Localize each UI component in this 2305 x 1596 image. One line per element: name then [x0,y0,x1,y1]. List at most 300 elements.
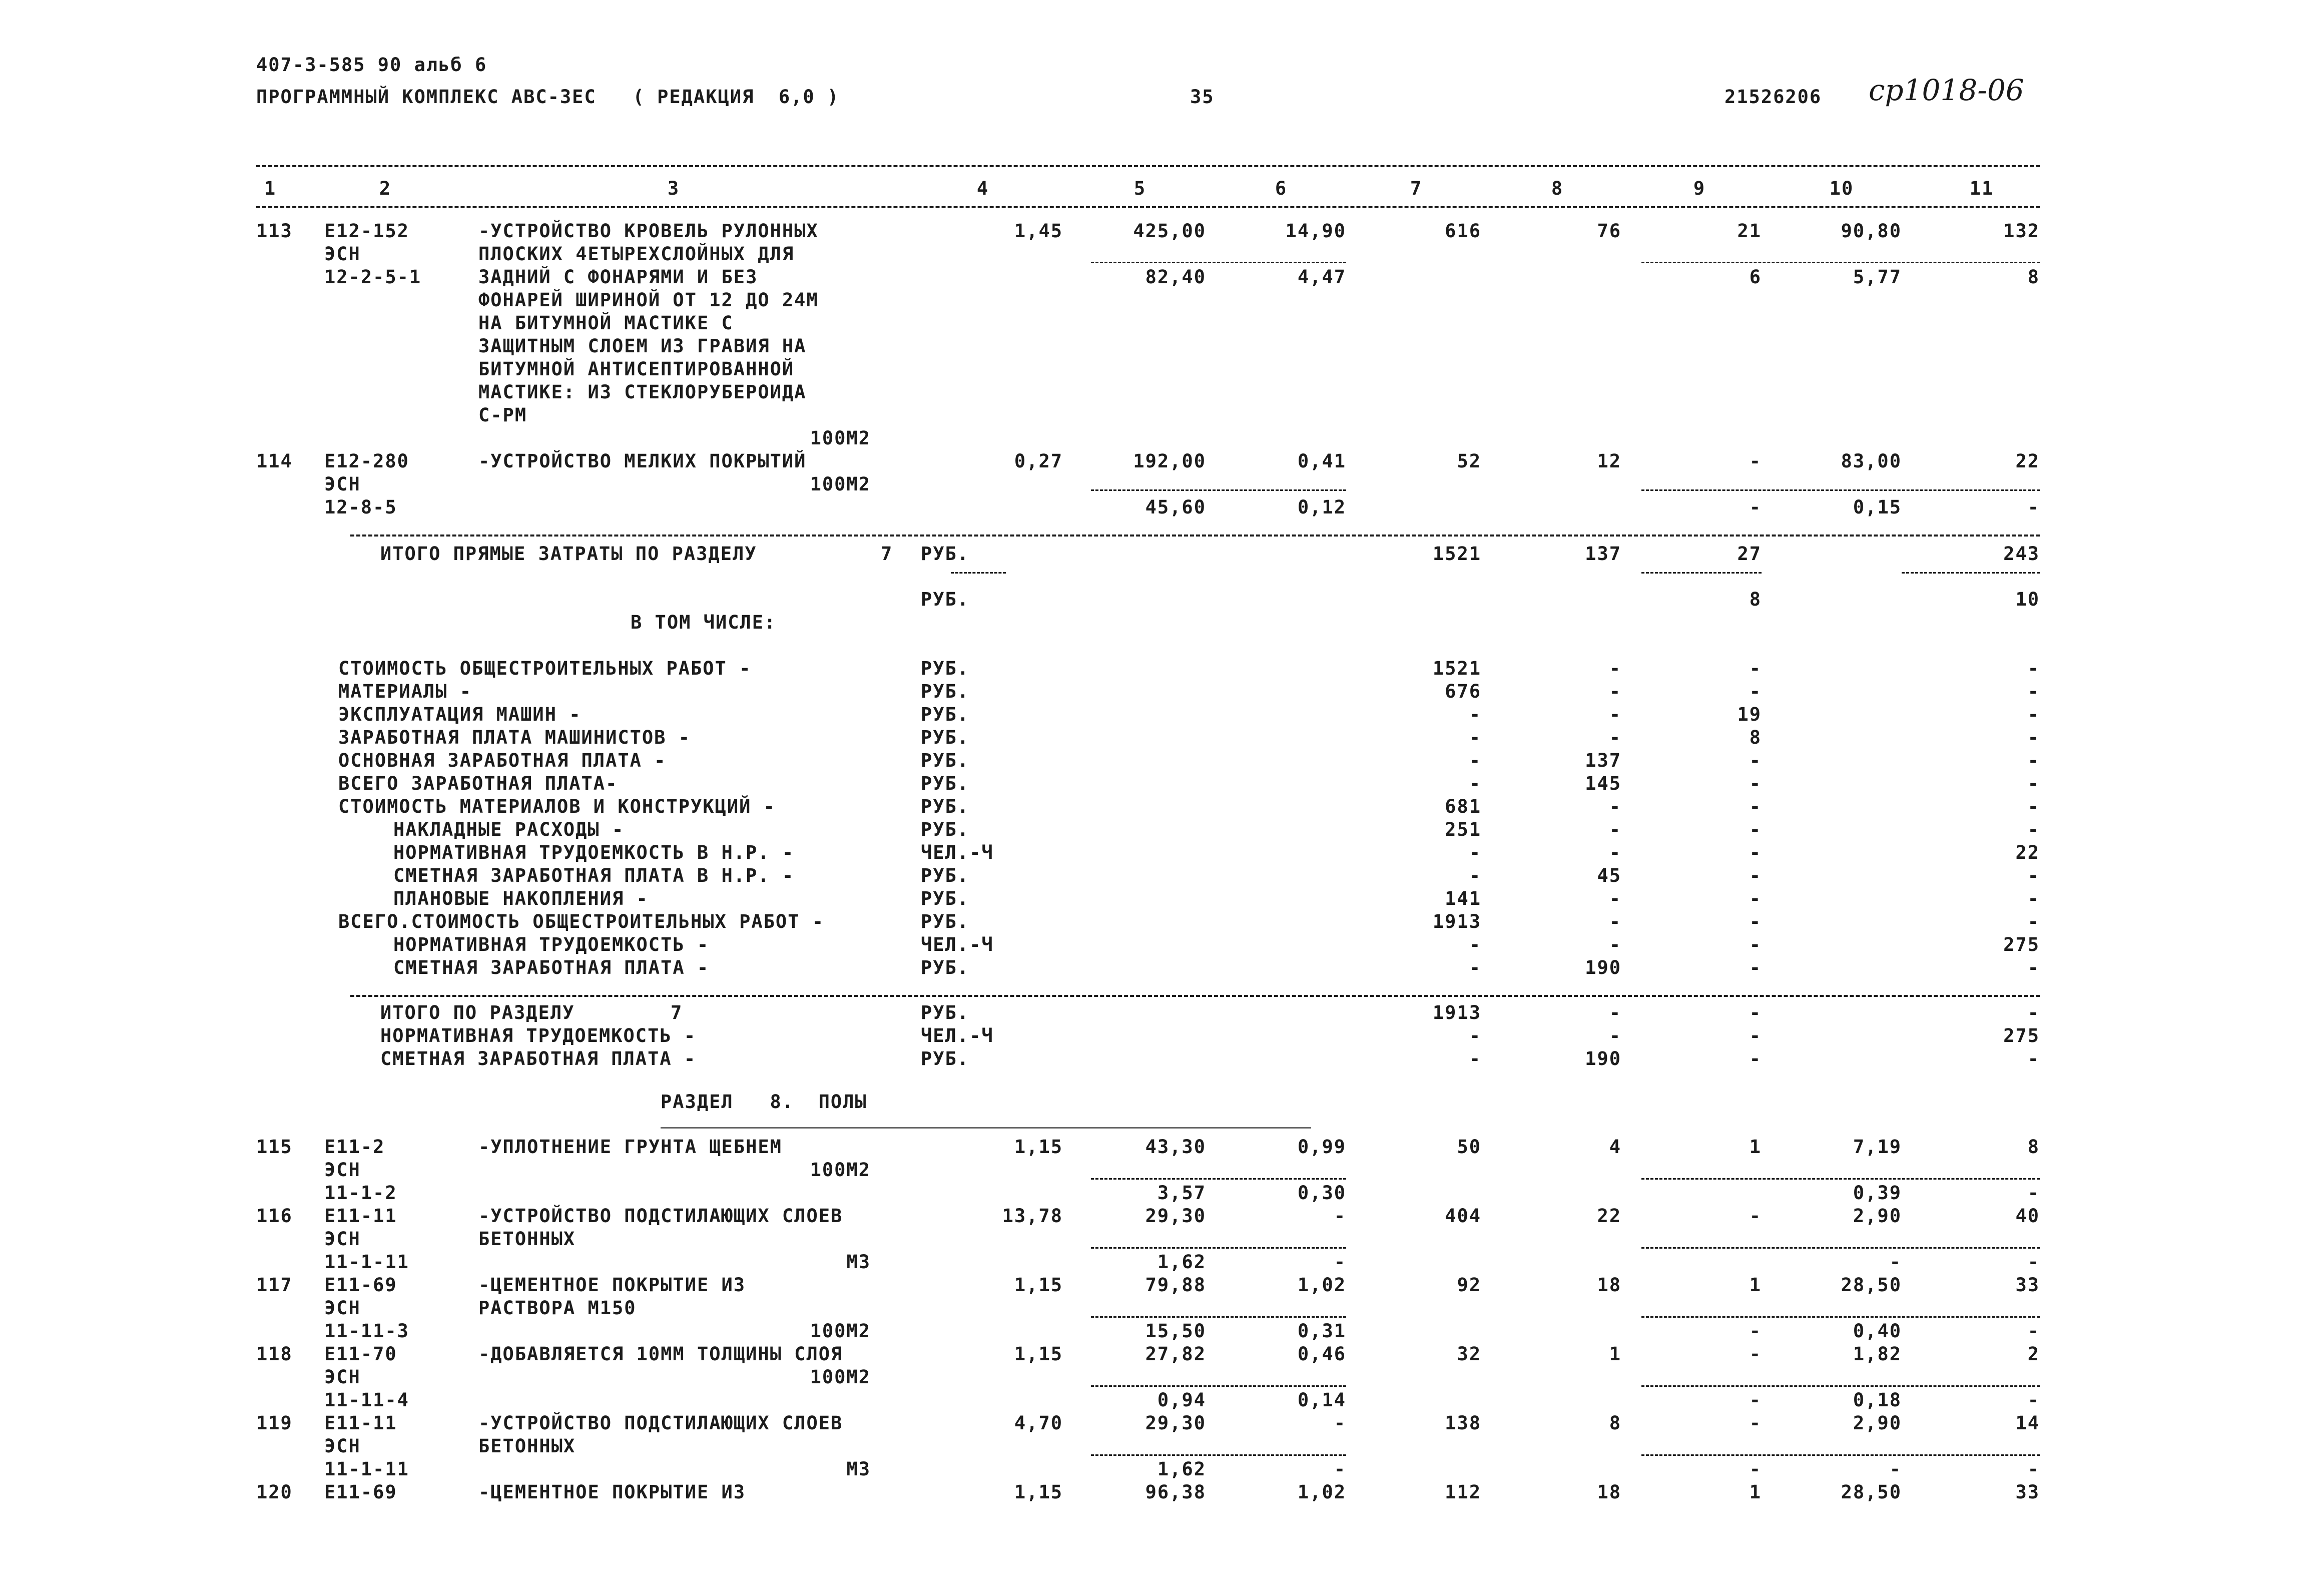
cell-desc: БЕТОННЫХ [478,1228,576,1250]
cell-c6: 4,47 [1297,266,1346,288]
cell-c6: 0,41 [1297,450,1346,472]
cell-c8: - [1609,1002,1621,1023]
cell-c10: 28,50 [1841,1274,1902,1296]
cell-c9: - [1749,1389,1762,1411]
cell-code: Е11-69 [324,1274,397,1296]
cell-c11: - [2027,1458,2040,1480]
cell-n: 120 [256,1481,293,1503]
cell-c11: 40 [2015,1205,2040,1227]
table-rule [1641,262,2040,263]
cell-c7: - [1469,842,1481,863]
program-title: ПРОГРАММНЫЙ КОМПЛЕКС АВС-3ЕС ( РЕДАКЦИЯ 6,0 ) [256,86,840,108]
cell-c7: 112 [1445,1481,1481,1503]
cell-c6: 0,99 [1297,1136,1346,1158]
cell-c4: 1,15 [1014,1136,1063,1158]
cell-c4: 1,15 [1014,1343,1063,1365]
cell-u: ЧЕЛ.-Ч [921,1025,994,1046]
cell-c9: - [1749,496,1762,518]
cell-unit: 100М2 [810,473,871,495]
cell-c7: 32 [1457,1343,1481,1365]
cell-code: ЭСН [324,1366,361,1388]
table-rule [1641,1385,2040,1387]
cell-c5: 1,62 [1157,1458,1206,1480]
cell-c5: 29,30 [1145,1412,1206,1434]
cell-c8: - [1609,727,1621,748]
cell-item: ВСЕГО.СТОИМОСТЬ ОБЩЕСТРОИТЕЛЬНЫХ РАБОТ - [338,911,825,932]
cell-c7: 616 [1445,220,1481,242]
cell-c9: - [1749,681,1762,702]
cell-u: РУБ. [921,1002,970,1023]
cell-desc: С-РМ [478,404,527,426]
cell-u: РУБ. [921,796,970,817]
cell-c11: - [2027,796,2040,817]
cell-c8: - [1609,681,1621,702]
cell-c9: - [1749,1048,1762,1070]
cell-u: РУБ. [921,750,970,771]
cell-code: 12-2-5-1 [324,266,422,288]
cell-c8: - [1609,934,1621,955]
column-header: 7 [1410,178,1423,199]
cell-u: РУБ. [921,865,970,886]
table-rule [1641,1178,2040,1180]
cell-c9: 1 [1749,1274,1762,1296]
cell-desc: -ДОБАВЛЯЕТСЯ 10ММ ТОЛЩИНЫ СЛОЯ [478,1343,843,1365]
cell-c8: 8 [1609,1412,1621,1434]
cell-n: 117 [256,1274,293,1296]
cell-c11: 2 [2027,1343,2040,1365]
cell-c5: 3,57 [1157,1182,1206,1204]
cell-c9: - [1749,911,1762,932]
cell-c8: 12 [1597,450,1621,472]
cell-c7: 676 [1445,681,1481,702]
cell-c9: - [1749,450,1762,472]
cell-desc: НА БИТУМНОЙ МАСТИКЕ С [478,312,734,334]
cell-c4: 1,15 [1014,1481,1063,1503]
cell-c5: 27,82 [1145,1343,1206,1365]
table-rule [1091,489,1346,491]
cell-item: ОСНОВНАЯ ЗАРАБОТНАЯ ПЛАТА - [338,750,667,771]
cell-c8: 1 [1609,1343,1621,1365]
cell-c6: 0,12 [1297,496,1346,518]
page-number: 35 [1190,86,1215,108]
cell-c7: 681 [1445,796,1481,817]
cell-code: ЭСН [324,1435,361,1457]
cell-c8: - [1609,911,1621,932]
table-rule [1091,1316,1346,1318]
cell-desc: -УСТРОЙСТВО МЕЛКИХ ПОКРЫТИЙ [478,450,807,472]
cell-item: ЗАРАБОТНАЯ ПЛАТА МАШИНИСТОВ - [338,727,691,748]
cell-c11: - [2027,750,2040,771]
cell-c7: - [1469,934,1481,955]
cell-c10: 0,40 [1853,1320,1902,1342]
cell-c5: 43,30 [1145,1136,1206,1158]
cell-c8: 22 [1597,1205,1621,1227]
cell-c9: - [1749,750,1762,771]
column-header: 8 [1551,178,1564,199]
cell-c8: 76 [1597,220,1621,242]
cell-code: Е11-11 [324,1205,397,1227]
cell-item2: НАКЛАДНЫЕ РАСХОДЫ - [393,819,625,840]
cell-c10: 0,18 [1853,1389,1902,1411]
cell-c11: - [2027,1048,2040,1070]
cell-desc: -УПЛОТНЕНИЕ ГРУНТА ЩЕБНЕМ [478,1136,782,1158]
cell-c9: - [1749,842,1762,863]
cell-section: РАЗДЕЛ 8. ПОЛЫ [661,1091,867,1113]
cell-item2: НОРМАТИВНАЯ ТРУДОЕМКОСТЬ В Н.Р. - [393,842,795,863]
cell-unit: 100М2 [810,427,871,449]
cell-c7: - [1469,773,1481,794]
cell-c11: 275 [2003,1025,2040,1046]
cell-u: РУБ. [921,658,970,679]
cell-summary: СМЕТНАЯ ЗАРАБОТНАЯ ПЛАТА - [380,1048,697,1070]
cell-c11: - [2027,1389,2040,1411]
cell-c10: - [1889,1458,1902,1480]
cell-c9: - [1749,1002,1762,1023]
cell-c6: 1,02 [1297,1481,1346,1503]
cell-u: РУБ. [921,1048,970,1070]
cell-c11: 8 [2027,1136,2040,1158]
cell-c9: - [1749,1320,1762,1342]
cell-c7: - [1469,1048,1481,1070]
cell-c4: 13,78 [1002,1205,1063,1227]
cell-c8: 190 [1585,1048,1621,1070]
table-rule [1641,572,1762,574]
cell-c8: 137 [1585,543,1621,565]
table-rule [661,1127,1311,1132]
cell-c4: 0,27 [1014,450,1063,472]
cell-code: ЭСН [324,243,361,265]
cell-u: РУБ. [921,681,970,702]
doc-code: 407-3-585 90 альб 6 [256,54,487,76]
cell-c11: 33 [2015,1274,2040,1296]
cell-c11: - [2027,957,2040,978]
table-rule [951,572,1006,574]
cell-c11: - [2027,888,2040,909]
cell-c6: - [1334,1458,1346,1480]
cell-c7: 52 [1457,450,1481,472]
column-header: 9 [1693,178,1706,199]
cell-c4: 1,15 [1014,1274,1063,1296]
cell-c10: 5,77 [1853,266,1902,288]
cell-u: ЧЕЛ.-Ч [921,842,994,863]
cell-unit: 100М2 [810,1366,871,1388]
cell-c5: 0,94 [1157,1389,1206,1411]
cell-desc: -УСТРОЙСТВО ПОДСТИЛАЮЩИХ СЛОЕВ [478,1205,843,1227]
cell-c8: 137 [1585,750,1621,771]
table-rule [350,995,2040,997]
cell-c9: 6 [1749,266,1762,288]
cell-n: 118 [256,1343,293,1365]
cell-item: МАТЕРИАЛЫ - [338,681,472,702]
cell-c11: - [2027,704,2040,725]
cell-code: ЭСН [324,1228,361,1250]
cell-unit: М3 [846,1458,871,1480]
cell-c11: - [2027,727,2040,748]
cell-c8: - [1609,888,1621,909]
cell-code: 11-11-4 [324,1389,409,1411]
cell-c7: 50 [1457,1136,1481,1158]
cell-c9: 8 [1749,589,1762,610]
cell-c6: 0,14 [1297,1389,1346,1411]
cell-c10: 0,39 [1853,1182,1902,1204]
cell-c9: - [1749,1343,1762,1365]
cell-c5: 96,38 [1145,1481,1206,1503]
cell-c11: - [2027,496,2040,518]
cell-desc: ФОНАРЕЙ ШИРИНОЙ ОТ 12 ДО 24М [478,289,819,311]
cell-c8: - [1609,1025,1621,1046]
cell-c6: 0,30 [1297,1182,1346,1204]
column-header: 3 [667,178,680,199]
cell-c5: 15,50 [1145,1320,1206,1342]
cell-c8: 190 [1585,957,1621,978]
cell-u: ЧЕЛ.-Ч [921,934,994,955]
table-rule [1091,1247,1346,1249]
table-rule [1091,1454,1346,1456]
cell-code: 11-1-11 [324,1458,409,1480]
cell-unit: 100М2 [810,1320,871,1342]
cell-c6: - [1334,1412,1346,1434]
cell-item: СТОИМОСТЬ ОБЩЕСТРОИТЕЛЬНЫХ РАБОТ - [338,658,752,679]
cell-u: РУБ. [921,957,970,978]
cell-sec: 7 [881,543,893,565]
cell-c7: - [1469,1025,1481,1046]
cell-c6: - [1334,1251,1346,1273]
cell-n: 116 [256,1205,293,1227]
cell-c9: 27 [1737,543,1762,565]
cell-c10: 1,82 [1853,1343,1902,1365]
cell-code: Е12-280 [324,450,409,472]
cell-c6: 0,31 [1297,1320,1346,1342]
cell-c7: 1521 [1432,658,1481,679]
cell-c7: 251 [1445,819,1481,840]
column-header: 5 [1133,178,1146,199]
cell-c11: 22 [2015,450,2040,472]
cell-c7: 1521 [1432,543,1481,565]
cell-c8: - [1609,704,1621,725]
cell-unit: М3 [846,1251,871,1273]
cell-c5: 425,00 [1133,220,1206,242]
cell-u: РУБ. [921,888,970,909]
cell-c8: - [1609,796,1621,817]
table-rule [1641,1316,2040,1318]
cell-c8: 4 [1609,1136,1621,1158]
cell-c10: 83,00 [1841,450,1902,472]
cell-c10: - [1889,1251,1902,1273]
cell-c11: - [2027,819,2040,840]
handwritten-note: ср1018-06 [1869,73,2024,107]
cell-c6: 1,02 [1297,1274,1346,1296]
cell-c6: 0,46 [1297,1343,1346,1365]
table-rule [1641,1454,2040,1456]
cell-c9: - [1749,1458,1762,1480]
cell-c10: 7,19 [1853,1136,1902,1158]
cell-u: РУБ. [921,773,970,794]
cell-code: Е12-152 [324,220,409,242]
cell-code: ЭСН [324,1159,361,1181]
cell-summary: ИТОГО ПРЯМЫЕ ЗАТРАТЫ ПО РАЗДЕЛУ [380,543,757,565]
cell-incl: В ТОМ ЧИСЛЕ: [631,612,777,633]
table-rule [1091,1178,1346,1180]
cell-desc: -УСТРОЙСТВО ПОДСТИЛАЮЩИХ СЛОЕВ [478,1412,843,1434]
cell-c10: 2,90 [1853,1205,1902,1227]
cell-c11: 10 [2015,589,2040,610]
cell-desc: РАСТВОРА М150 [478,1297,637,1319]
table-rule [1902,572,2040,574]
cell-c7: 92 [1457,1274,1481,1296]
cell-c9: - [1749,957,1762,978]
cell-code: ЭСН [324,1297,361,1319]
cell-n: 115 [256,1136,293,1158]
cell-c9: - [1749,1025,1762,1046]
cell-c7: 141 [1445,888,1481,909]
table-rule [1641,489,2040,491]
cell-code: Е11-2 [324,1136,385,1158]
column-header: 1 [264,178,277,199]
cell-c11: - [2027,1251,2040,1273]
cell-desc: БИТУМНОЙ АНТИСЕПТИРОВАННОЙ [478,358,795,380]
cell-item2: СМЕТНАЯ ЗАРАБОТНАЯ ПЛАТА - [393,957,710,978]
cell-c8: - [1609,842,1621,863]
cell-c8: 18 [1597,1481,1621,1503]
cell-c5: 82,40 [1145,266,1206,288]
table-rule [256,206,2040,208]
cell-c9: - [1749,1205,1762,1227]
cell-c7: - [1469,704,1481,725]
cell-c7: 404 [1445,1205,1481,1227]
cell-item: ВСЕГО ЗАРАБОТНАЯ ПЛАТА- [338,773,618,794]
cell-c11: 22 [2015,842,2040,863]
table-rule [350,535,2040,537]
cell-c6: 14,90 [1285,220,1346,242]
cell-item2: ПЛАНОВЫЕ НАКОПЛЕНИЯ - [393,888,649,909]
cell-c9: 19 [1737,704,1762,725]
cell-c11: - [2027,773,2040,794]
cell-c11: 132 [2003,220,2040,242]
cell-c8: 145 [1585,773,1621,794]
cell-c5: 192,00 [1133,450,1206,472]
cell-c9: - [1749,796,1762,817]
column-header: 10 [1829,178,1854,199]
doc-number: 21526206 [1724,86,1822,108]
cell-sec2: 7 [671,1002,683,1023]
column-header: 6 [1275,178,1288,199]
cell-c11: 14 [2015,1412,2040,1434]
cell-code: ЭСН [324,473,361,495]
cell-summary: НОРМАТИВНАЯ ТРУДОЕМКОСТЬ - [380,1025,697,1046]
cell-code: 11-1-2 [324,1182,397,1204]
cell-desc: ЗАДНИЙ С ФОНАРЯМИ И БЕЗ [478,266,758,288]
cell-desc: -ЦЕМЕНТНОЕ ПОКРЫТИЕ ИЗ [478,1274,746,1296]
cell-summary: ИТОГО ПО РАЗДЕЛУ [380,1002,575,1023]
cell-n: 113 [256,220,293,242]
cell-c7: 1913 [1432,1002,1481,1023]
cell-c10: 0,15 [1853,496,1902,518]
cell-c11: - [2027,1320,2040,1342]
cell-c11: - [2027,911,2040,932]
cell-item: ЭКСПЛУАТАЦИЯ МАШИН - [338,704,582,725]
cell-c9: - [1749,773,1762,794]
cell-c9: 21 [1737,220,1762,242]
cell-c5: 45,60 [1145,496,1206,518]
cell-u: РУБ. [921,589,970,610]
cell-item2: НОРМАТИВНАЯ ТРУДОЕМКОСТЬ - [393,934,710,955]
cell-unit: 100М2 [810,1159,871,1181]
cell-item2: СМЕТНАЯ ЗАРАБОТНАЯ ПЛАТА В Н.Р. - [393,865,795,886]
cell-c11: 243 [2003,543,2040,565]
cell-u: РУБ. [921,727,970,748]
cell-code: 12-8-5 [324,496,397,518]
cell-c10: 28,50 [1841,1481,1902,1503]
cell-u: РУБ. [921,819,970,840]
cell-u: РУБ. [921,704,970,725]
cell-c10: 90,80 [1841,220,1902,242]
cell-c7: - [1469,865,1481,886]
cell-c11: - [2027,1182,2040,1204]
cell-c7: - [1469,750,1481,771]
cell-c9: - [1749,1412,1762,1434]
table-rule [256,165,2040,167]
cell-u: РУБ. [921,543,970,565]
cell-c11: 275 [2003,934,2040,955]
cell-c10: 2,90 [1853,1412,1902,1434]
cell-c9: 1 [1749,1136,1762,1158]
cell-code: Е11-11 [324,1412,397,1434]
cell-c7: 1913 [1432,911,1481,932]
cell-c5: 79,88 [1145,1274,1206,1296]
cell-c5: 29,30 [1145,1205,1206,1227]
cell-desc: ЗАЩИТНЫМ СЛОЕМ ИЗ ГРАВИЯ НА [478,335,807,357]
cell-c8: 18 [1597,1274,1621,1296]
table-rule [1641,1247,2040,1249]
cell-n: 119 [256,1412,293,1434]
cell-c11: - [2027,658,2040,679]
table-rule [1091,1385,1346,1387]
cell-c9: - [1749,888,1762,909]
cell-c11: 33 [2015,1481,2040,1503]
cell-c11: 8 [2027,266,2040,288]
cell-c6: - [1334,1205,1346,1227]
cell-c9: - [1749,819,1762,840]
column-header: 2 [379,178,392,199]
cell-c8: - [1609,658,1621,679]
cell-desc: -УСТРОЙСТВО КРОВЕЛЬ РУЛОННЫХ [478,220,819,242]
cell-c7: 138 [1445,1412,1481,1434]
cell-c4: 1,45 [1014,220,1063,242]
cell-c8: - [1609,819,1621,840]
cell-c7: - [1469,727,1481,748]
cell-code: 11-1-11 [324,1251,409,1273]
cell-c11: - [2027,1002,2040,1023]
cell-code: Е11-69 [324,1481,397,1503]
cell-c11: - [2027,865,2040,886]
column-header: 4 [976,178,989,199]
cell-c9: 1 [1749,1481,1762,1503]
cell-c7: - [1469,957,1481,978]
cell-c4: 4,70 [1014,1412,1063,1434]
cell-c8: 45 [1597,865,1621,886]
cell-code: 11-11-3 [324,1320,409,1342]
cell-c5: 1,62 [1157,1251,1206,1273]
cell-c9: 8 [1749,727,1762,748]
cell-desc: БЕТОННЫХ [478,1435,576,1457]
cell-c9: - [1749,658,1762,679]
cell-n: 114 [256,450,293,472]
cell-c11: - [2027,681,2040,702]
cell-item: СТОИМОСТЬ МАТЕРИАЛОВ И КОНСТРУКЦИЙ - [338,796,776,817]
table-rule [1091,262,1346,263]
cell-desc: -ЦЕМЕНТНОЕ ПОКРЫТИЕ ИЗ [478,1481,746,1503]
column-header: 11 [1969,178,1994,199]
